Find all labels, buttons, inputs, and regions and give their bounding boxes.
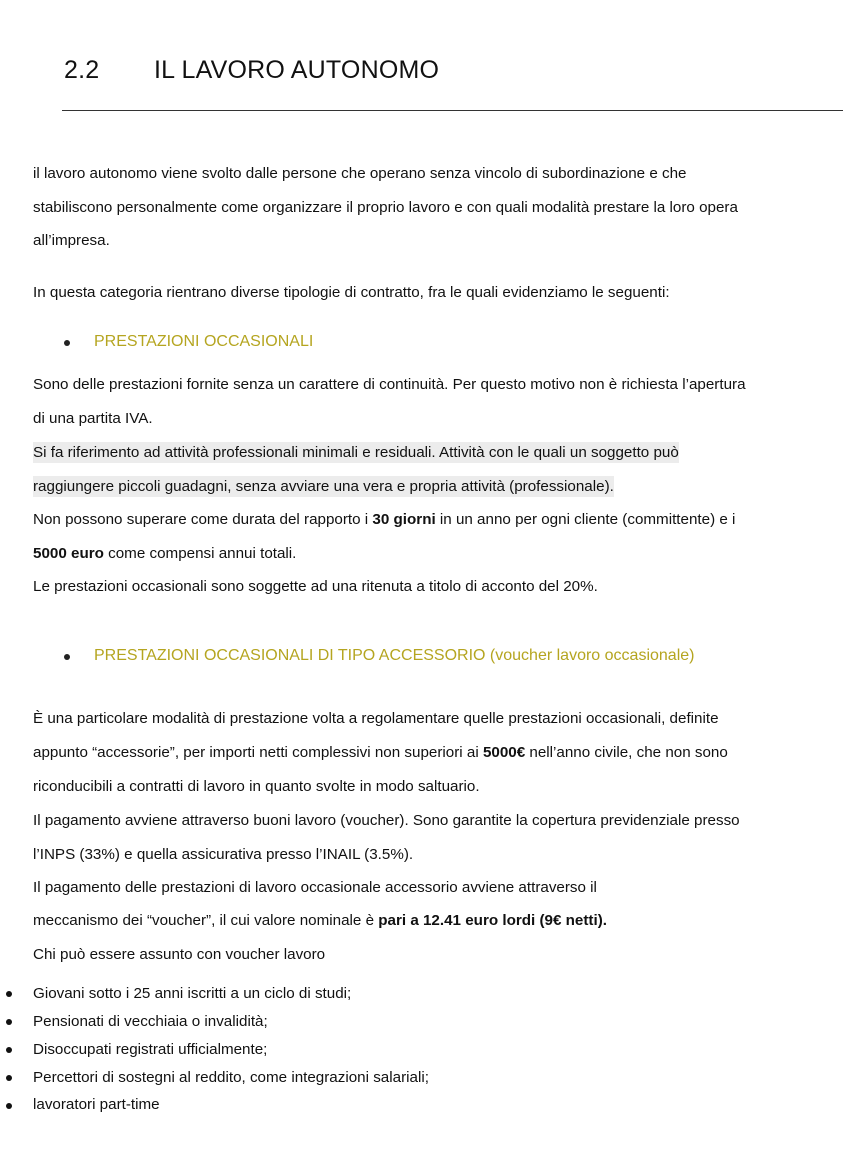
section2-line-1: È una particolare modalità di prestazione volta a regolamentare quelle prestazioni occasionali, definite <box>33 710 719 727</box>
section2-line-2: appunto “accessorie”, per importi netti complessivi non superiori ai 5000€ nell’anno civile, che non sono <box>33 744 728 761</box>
list-bullet <box>6 1047 12 1053</box>
section-heading <box>64 56 439 85</box>
list-item: Giovani sotto i 25 anni iscritti a un ciclo di studi; <box>33 985 352 1002</box>
section2-line-7: meccanismo dei “voucher”, il cui valore nominale è pari a 12.41 euro lordi (9€ netti). <box>33 912 607 929</box>
section1-line-5: Le prestazioni occasionali sono soggette ad una ritenuta a titolo di acconto del 20%. <box>33 578 598 595</box>
section1-line-4: 5000 euro come compensi annui totali. <box>33 545 297 562</box>
section2-title: PRESTAZIONI OCCASIONALI DI TIPO ACCESSORIO (voucher lavoro occasionale) <box>94 647 695 664</box>
intro-line-1: il lavoro autonomo viene svolto dalle persone che operano senza vincolo di subordinazione e che <box>33 165 687 182</box>
heading-title: IL LAVORO AUTONOMO <box>154 56 440 84</box>
section1-line-3: Non possono superare come durata del rapporto i 30 giorni in un anno per ogni cliente (committente) e i <box>33 511 736 528</box>
section2-line-5: l’INPS (33%) e quella assicurativa presso l’INAIL (3.5%). <box>33 846 414 863</box>
bold-30-giorni: 30 giorni <box>372 511 436 528</box>
section1-title: PRESTAZIONI OCCASIONALI <box>94 333 314 350</box>
intro-line-4: In questa categoria rientrano diverse tipologie di contratto, fra le quali evidenziamo le seguenti: <box>33 284 670 301</box>
bold-5000-euro: 5000 euro <box>33 545 104 562</box>
list-bullet <box>6 1075 12 1081</box>
list-item: lavoratori part-time <box>33 1096 160 1113</box>
list-bullet <box>6 991 12 997</box>
section2-line-4: Il pagamento avviene attraverso buoni lavoro (voucher). Sono garantite la copertura previdenziale presso <box>33 812 740 829</box>
heading-number: 2.2 <box>64 56 100 84</box>
bold-voucher-value: pari a 12.41 euro lordi (9€ netti). <box>378 912 607 929</box>
intro-line-3: all’impresa. <box>33 232 110 249</box>
bold-5000-eur: 5000€ <box>482 744 526 761</box>
heading-divider <box>62 110 843 111</box>
section2-line-6: Il pagamento delle prestazioni di lavoro occasionale accessorio avviene attraverso il <box>33 879 597 896</box>
section2-bullet <box>64 654 70 660</box>
list-item: Disoccupati registrati ufficialmente; <box>33 1041 268 1058</box>
section1-line-2: di una partita IVA. <box>33 410 153 427</box>
list-bullet <box>6 1019 12 1025</box>
intro-line-2: stabiliscono personalmente come organizzare il proprio lavoro e con quali modalità prestare la loro opera <box>33 199 738 216</box>
section2-line-8: Chi può essere assunto con voucher lavoro <box>33 946 326 963</box>
list-item: Percettori di sostegni al reddito, come integrazioni salariali; <box>33 1069 429 1086</box>
section1-line-1: Sono delle prestazioni fornite senza un carattere di continuità. Per questo motivo non è richiesta l’apertura <box>33 376 746 393</box>
highlighted-line-1: Si fa riferimento ad attività professionali minimali e residuali. Attività con le quali un soggetto può <box>33 444 679 461</box>
list-item: Pensionati di vecchiaia o invalidità; <box>33 1013 268 1030</box>
section1-bullet <box>64 340 70 346</box>
section2-line-3: riconducibili a contratti di lavoro in quanto svolte in modo saltuario. <box>33 778 480 795</box>
list-bullet <box>6 1103 12 1109</box>
highlighted-line-2: raggiungere piccoli guadagni, senza avviare una vera e propria attività (professionale). <box>33 478 614 495</box>
